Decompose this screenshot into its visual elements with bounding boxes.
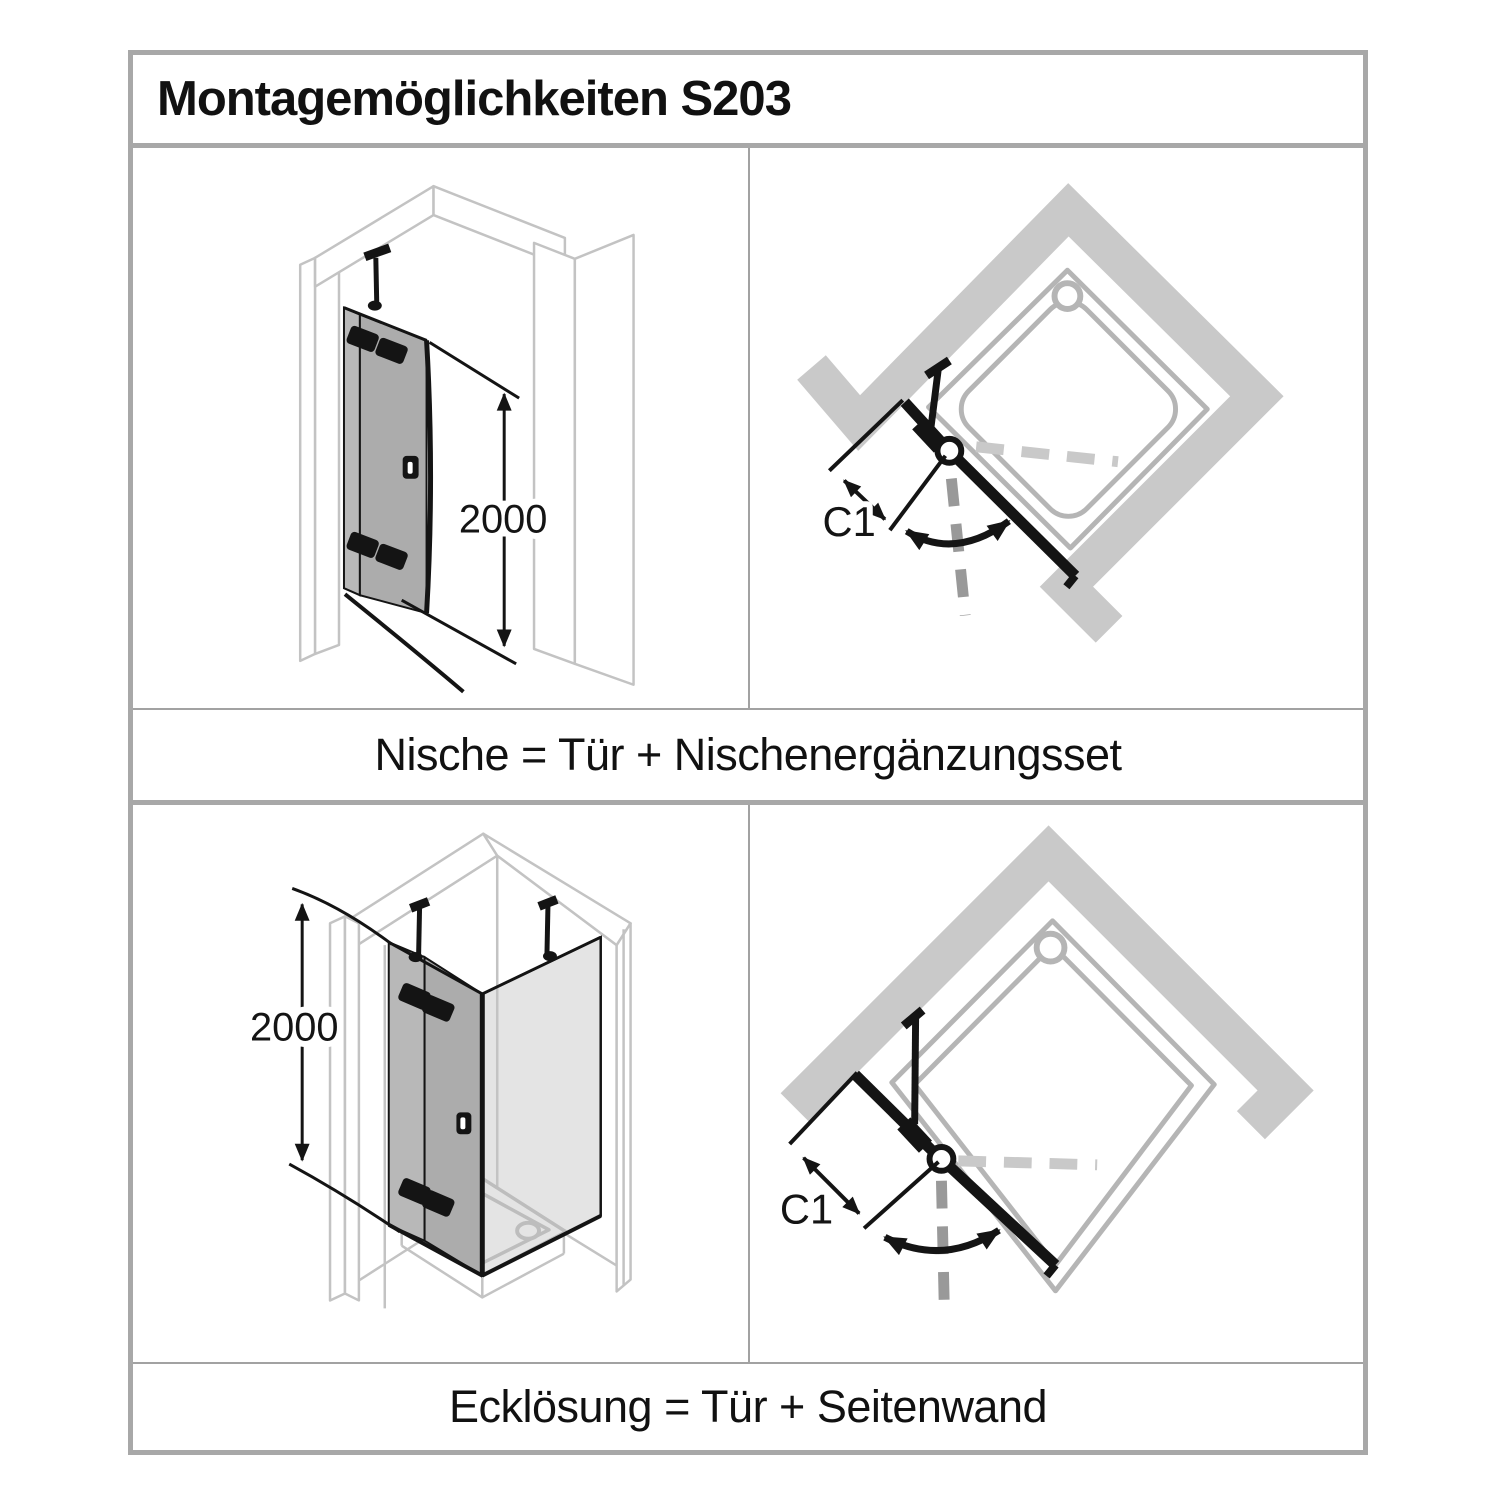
tray-basin-rim	[915, 946, 1192, 1265]
corner-isometric-cell	[133, 805, 748, 1362]
side-panel-glass	[482, 937, 600, 1275]
dimension-label-c1: C1	[822, 498, 876, 546]
dimension-label-2000: 2000	[249, 1005, 339, 1050]
niche-isometric-cell	[133, 148, 748, 708]
corner-plan-diagram	[750, 805, 1363, 1362]
corner-isometric-diagram	[133, 805, 748, 1362]
drain-icon	[1037, 934, 1065, 962]
niche-caption: Nische = Tür + Nischenergänzungsset	[374, 729, 1122, 780]
corner-plan-cell	[748, 805, 1363, 1362]
corner-caption-row	[133, 1362, 1363, 1450]
niche-diagram-row	[133, 148, 1363, 708]
corner-diagram-row	[133, 805, 1363, 1362]
dimension-label-c1: C1	[779, 1185, 834, 1233]
door-bottom-sweep	[345, 594, 463, 692]
open-door-dashed-line	[958, 1161, 1097, 1165]
diagram-table-frame	[128, 50, 1368, 1455]
door-handle	[403, 456, 419, 479]
page-title: Montagemöglichkeiten S203	[157, 72, 791, 126]
door-handle	[456, 1112, 471, 1134]
niche-plan-cell	[748, 148, 1363, 708]
swing-axis-dashed-line	[941, 1181, 944, 1313]
ceiling-stabilizer-bar	[365, 248, 390, 311]
title-row	[133, 55, 1363, 148]
niche-isometric-diagram	[133, 148, 748, 708]
corner-caption: Ecklösung = Tür + Seitenwand	[448, 1381, 1048, 1432]
drain-icon	[1055, 283, 1081, 309]
niche-caption-row	[133, 708, 1363, 805]
dimension-label-2000: 2000	[458, 497, 548, 542]
niche-plan-diagram	[750, 148, 1363, 708]
